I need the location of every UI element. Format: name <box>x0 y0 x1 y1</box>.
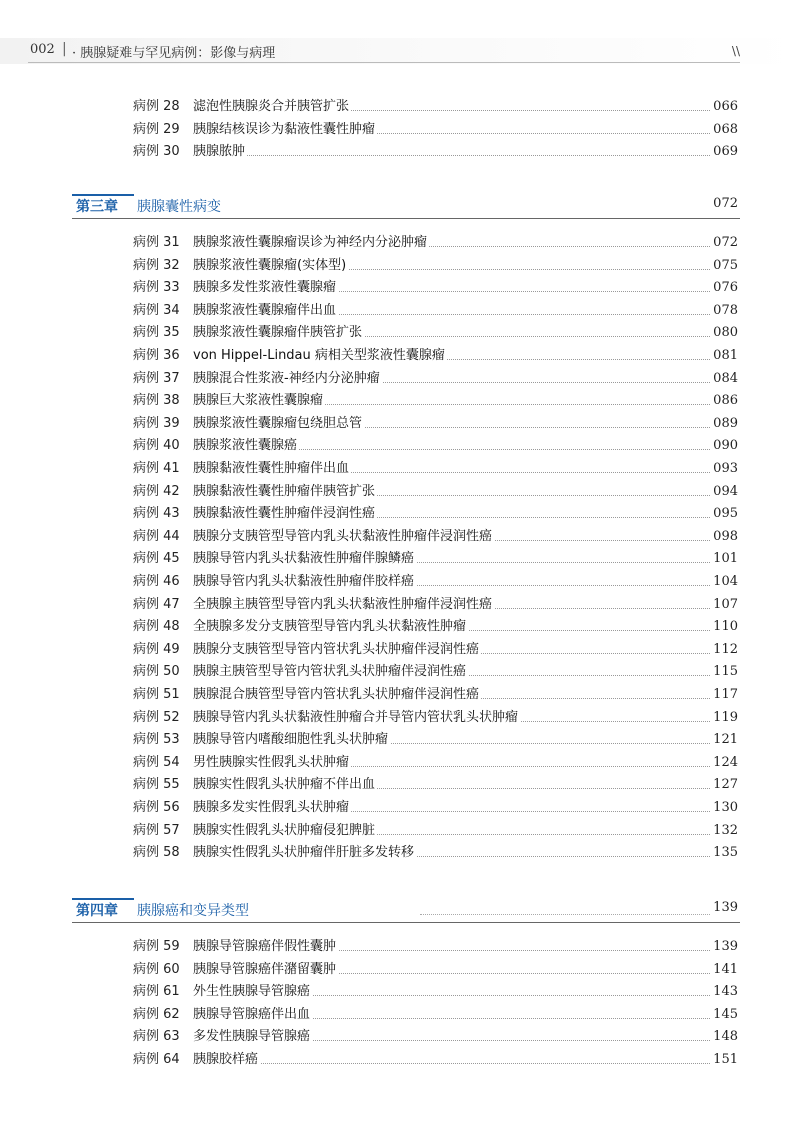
case-page: 084 <box>711 369 738 389</box>
case-number: 病例 34 <box>133 302 180 318</box>
toc-entry[interactable] <box>0 960 800 980</box>
case-page: 093 <box>711 459 738 479</box>
case-page: 095 <box>711 504 738 524</box>
case-title: 胰腺浆液性囊腺瘤包绕胆总管 <box>193 414 364 434</box>
toc-entry[interactable] <box>0 256 800 276</box>
toc-entry[interactable] <box>0 414 800 434</box>
case-title: 胰腺多发性浆液性囊腺瘤 <box>193 278 338 298</box>
case-number: 病例 54 <box>133 754 180 770</box>
case-title: 胰腺结核误诊为黏液性囊性肿瘤 <box>193 120 377 140</box>
case-number: 病例 64 <box>133 1052 180 1067</box>
case-page: 148 <box>711 1027 738 1047</box>
case-title: von Hippel-Lindau 病相关型浆液性囊腺瘤 <box>193 346 447 366</box>
toc-entry[interactable] <box>0 662 800 682</box>
case-title: 滤泡性胰腺炎合并胰管扩张 <box>193 97 351 117</box>
toc-entry[interactable] <box>0 391 800 411</box>
case-title: 胰腺黏液性囊性肿瘤伴胰管扩张 <box>193 482 377 502</box>
case-number: 病例 43 <box>133 506 180 522</box>
case-title: 胰腺导管内乳头状黏液性肿瘤伴腺鳞癌 <box>193 549 416 569</box>
case-page: 151 <box>711 1050 738 1070</box>
toc-entry[interactable] <box>0 346 800 366</box>
toc-entry[interactable] <box>0 753 800 773</box>
case-number: 病例 37 <box>133 370 180 386</box>
case-number: 病例 40 <box>133 438 180 454</box>
case-number: 病例 63 <box>133 1029 180 1045</box>
chapter-4-leader <box>420 914 710 915</box>
case-title: 胰腺巨大浆液性囊腺瘤 <box>193 391 325 411</box>
dot-leader <box>200 1063 732 1064</box>
case-page: 066 <box>711 97 738 117</box>
toc-entry[interactable] <box>0 278 800 298</box>
case-number: 病例 38 <box>133 393 180 409</box>
case-title: 胰腺导管内乳头状黏液性肿瘤伴胶样癌 <box>193 572 416 592</box>
header-rule <box>28 62 740 63</box>
case-title: 多发性胰腺导管腺癌 <box>193 1027 312 1047</box>
case-page: 110 <box>711 617 738 637</box>
case-title: 胰腺实性假乳头状肿瘤伴肝脏多发转移 <box>193 843 416 863</box>
toc-entry[interactable] <box>0 595 800 615</box>
case-title: 胰腺胶样癌 <box>193 1050 260 1070</box>
toc-entry[interactable] <box>0 775 800 795</box>
case-page: 112 <box>711 640 738 660</box>
toc-entry[interactable] <box>0 821 800 841</box>
case-title: 胰腺导管腺癌伴潴留囊肿 <box>193 960 338 980</box>
case-page: 124 <box>711 753 738 773</box>
case-title: 胰腺导管腺癌伴假性囊肿 <box>193 937 338 957</box>
case-page: 069 <box>711 142 738 162</box>
chapter-4-page: 139 <box>713 900 738 915</box>
case-number: 病例 48 <box>133 619 180 635</box>
case-title: 胰腺混合性浆液-神经内分泌肿瘤 <box>193 369 382 389</box>
case-number: 病例 36 <box>133 348 180 363</box>
page-number: 002 <box>30 42 55 57</box>
book-title: · 胰腺疑难与罕见病例：影像与病理 <box>72 46 276 61</box>
dot-leader <box>200 155 732 156</box>
case-page: 072 <box>711 233 738 253</box>
toc-entry[interactable] <box>0 120 800 140</box>
chapter-3-heading[interactable] <box>0 194 800 220</box>
toc-entry[interactable] <box>0 301 800 321</box>
case-page: 127 <box>711 775 738 795</box>
toc-entry[interactable] <box>0 97 800 117</box>
case-title: 全胰腺主胰管型导管内乳头状黏液性肿瘤伴浸润性癌 <box>193 595 494 615</box>
chapter-4-rule <box>72 922 740 923</box>
case-page: 081 <box>711 346 738 366</box>
toc-entry[interactable] <box>0 323 800 343</box>
case-page: 145 <box>711 1005 738 1025</box>
case-number: 病例 46 <box>133 574 180 589</box>
case-title: 胰腺浆液性囊腺瘤(实体型) <box>193 256 348 276</box>
case-number: 病例 57 <box>133 822 180 838</box>
case-title: 胰腺实性假乳头状肿瘤不伴出血 <box>193 775 377 795</box>
toc-entry[interactable] <box>0 708 800 728</box>
case-number: 病例 35 <box>133 325 180 341</box>
case-number: 病例 42 <box>133 483 180 499</box>
toc-entry[interactable] <box>0 685 800 705</box>
case-title: 胰腺脓肿 <box>193 142 247 162</box>
toc-entry[interactable] <box>0 459 800 479</box>
case-title: 胰腺浆液性囊腺癌 <box>193 436 299 456</box>
case-number: 病例 60 <box>133 961 180 977</box>
chapter-3-label: 第三章 <box>76 199 118 215</box>
toc-entry[interactable] <box>0 937 800 957</box>
toc-entry[interactable] <box>0 527 800 547</box>
toc-entry[interactable] <box>0 640 800 660</box>
case-number: 病例 56 <box>133 800 180 815</box>
case-page: 098 <box>711 527 738 547</box>
toc-entry[interactable] <box>0 549 800 569</box>
case-page: 130 <box>711 798 738 818</box>
toc-entry[interactable] <box>0 369 800 389</box>
case-page: 076 <box>711 278 738 298</box>
chapter-3-page: 072 <box>713 196 738 211</box>
case-number: 病例 30 <box>133 144 180 160</box>
toc-entry[interactable] <box>0 843 800 863</box>
case-page: 089 <box>711 414 738 434</box>
case-title: 外生性胰腺导管腺癌 <box>193 982 312 1002</box>
case-title: 胰腺浆液性囊腺瘤伴胰管扩张 <box>193 323 364 343</box>
toc-entry[interactable] <box>0 233 800 253</box>
case-number: 病例 44 <box>133 528 180 544</box>
case-number: 病例 62 <box>133 1006 180 1022</box>
case-title: 胰腺混合胰管型导管内管状乳头状肿瘤伴浸润性癌 <box>193 685 481 705</box>
case-page: 101 <box>711 549 738 569</box>
case-title: 胰腺导管腺癌伴出血 <box>193 1005 312 1025</box>
case-title: 胰腺导管内乳头状黏液性肿瘤合并导管内管状乳头状肿瘤 <box>193 708 520 728</box>
case-number: 病例 29 <box>133 121 180 137</box>
case-page: 094 <box>711 482 738 502</box>
case-page: 139 <box>711 937 738 957</box>
case-number: 病例 50 <box>133 664 180 680</box>
case-number: 病例 51 <box>133 687 180 702</box>
case-title: 胰腺分支胰管型导管内管状乳头状肿瘤伴浸润性癌 <box>193 640 481 660</box>
case-title: 胰腺主胰管型导管内管状乳头状肿瘤伴浸润性癌 <box>193 662 468 682</box>
chapter-3-rule <box>72 218 740 219</box>
case-page: 080 <box>711 323 738 343</box>
case-page: 075 <box>711 256 738 276</box>
chapter-4-label: 第四章 <box>76 903 118 919</box>
case-number: 病例 55 <box>133 777 180 793</box>
case-number: 病例 39 <box>133 415 180 431</box>
chapter-4-title: 胰腺癌和变异类型 <box>137 900 252 920</box>
case-number: 病例 41 <box>133 461 180 476</box>
case-page: 078 <box>711 301 738 321</box>
case-title: 胰腺浆液性囊腺瘤伴出血 <box>193 301 338 321</box>
toc-entry[interactable] <box>0 572 800 592</box>
case-number: 病例 45 <box>133 551 180 567</box>
case-page: 086 <box>711 391 738 411</box>
case-title: 胰腺浆液性囊腺瘤误诊为神经内分泌肿瘤 <box>193 233 429 253</box>
case-title: 胰腺分支胰管型导管内乳头状黏液性肿瘤伴浸润性癌 <box>193 527 494 547</box>
toc-entry[interactable] <box>0 142 800 162</box>
case-number: 病例 59 <box>133 939 180 954</box>
chapter-4-heading[interactable] <box>0 898 800 924</box>
case-page: 132 <box>711 821 738 841</box>
toc-entry[interactable] <box>0 730 800 750</box>
header-corner-mark: \\ <box>731 44 740 58</box>
case-page: 141 <box>711 960 738 980</box>
header-separator: | <box>62 41 67 57</box>
case-title: 胰腺黏液性囊性肿瘤伴浸润性癌 <box>193 504 377 524</box>
case-title: 胰腺黏液性囊性肿瘤伴出血 <box>193 459 351 479</box>
toc-entry[interactable] <box>0 1027 800 1047</box>
case-page: 104 <box>711 572 738 592</box>
case-title: 胰腺实性假乳头状肿瘤侵犯脾脏 <box>193 821 377 841</box>
case-number: 病例 33 <box>133 280 180 296</box>
toc-entry[interactable] <box>0 982 800 1002</box>
case-page: 119 <box>711 708 738 728</box>
toc-entry[interactable] <box>0 617 800 637</box>
case-page: 115 <box>711 662 738 682</box>
case-page: 117 <box>711 685 738 705</box>
case-number: 病例 52 <box>133 709 180 725</box>
toc-entry[interactable] <box>0 436 800 456</box>
case-title: 胰腺导管内嗜酸细胞性乳头状肿瘤 <box>193 730 390 750</box>
case-title: 胰腺多发实性假乳头状肿瘤 <box>193 798 351 818</box>
toc-entry[interactable] <box>0 1050 800 1070</box>
case-number: 病例 53 <box>133 732 180 748</box>
chapter-3-title: 胰腺囊性病变 <box>137 196 224 216</box>
case-number: 病例 47 <box>133 596 180 612</box>
toc-entry[interactable] <box>0 504 800 524</box>
case-page: 090 <box>711 436 738 456</box>
toc-entry[interactable] <box>0 482 800 502</box>
case-number: 病例 58 <box>133 845 180 861</box>
case-page: 121 <box>711 730 738 750</box>
case-page: 107 <box>711 595 738 615</box>
case-title: 男性胰腺实性假乳头状肿瘤 <box>193 753 351 773</box>
case-number: 病例 31 <box>133 235 180 250</box>
case-page: 068 <box>711 120 738 140</box>
case-number: 病例 28 <box>133 99 180 114</box>
toc-entry[interactable] <box>0 1005 800 1025</box>
toc-entry[interactable] <box>0 798 800 818</box>
case-number: 病例 49 <box>133 641 180 657</box>
case-number: 病例 61 <box>133 984 180 1000</box>
case-title: 全胰腺多发分支胰管型导管内乳头状黏液性肿瘤 <box>193 617 468 637</box>
case-page: 135 <box>711 843 738 863</box>
case-number: 病例 32 <box>133 257 180 273</box>
case-page: 143 <box>711 982 738 1002</box>
